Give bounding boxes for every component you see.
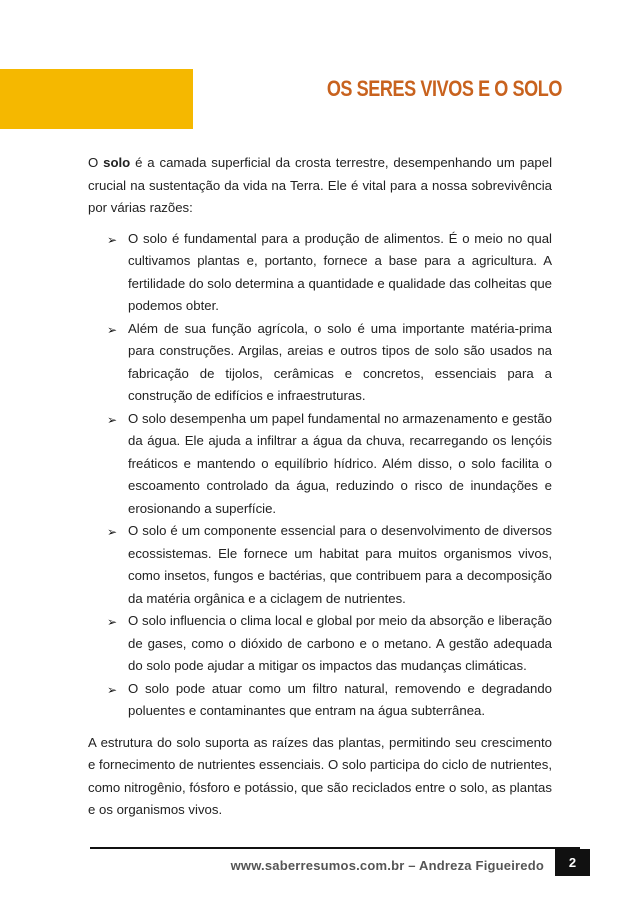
list-item-text: O solo pode atuar como um filtro natural, removendo e degradando poluentes e contaminantes que entram na água subterrânea.	[128, 680, 552, 718]
page-title: OS SERES VIVOS E O SOLO	[326, 76, 562, 101]
list-item	[88, 678, 552, 723]
footer-credit: www.saberresumos.com.br – Andreza Figueiredo	[230, 858, 544, 873]
list-item	[88, 228, 552, 318]
footer-divider	[90, 847, 580, 849]
intro-pre: O	[88, 155, 104, 170]
arrow-bullet-icon: ➢	[107, 682, 118, 697]
arrow-bullet-icon: ➢	[107, 322, 118, 337]
arrow-bullet-icon: ➢	[107, 412, 118, 427]
list-item	[88, 610, 552, 678]
intro-bold-term: solo	[103, 155, 131, 170]
page-number: 2	[555, 849, 590, 876]
list-item-text: Além de sua função agrícola, o solo é uma importante matéria-prima para construções. Argilas, areias e outros tipos de solo são usados na fabricação de tijolos, cerâmicas e concretos, essenciais para a construção de edifícios e infraestruturas.	[128, 320, 552, 403]
list-item-text: O solo é fundamental para a produção de alimentos. É o meio no qual cultivamos plantas e, portanto, fornece a base para a agricultura. A fertilidade do solo determina a quantidade e qualidade das colheitas que podemos obter.	[128, 230, 552, 313]
accent-bar	[0, 69, 193, 129]
list-item	[88, 408, 552, 521]
closing-paragraph: A estrutura do solo suporta as raízes das plantas, permitindo seu crescimento e fornecimento de nutrientes essenciais. O solo participa do ciclo de nutrientes, como nitrogênio, fósforo e potássio, que são reciclados entre o solo, as plantas e os organismos vivos.	[88, 734, 552, 817]
intro-paragraph	[88, 152, 552, 220]
list-item-text: O solo desempenha um papel fundamental no armazenamento e gestão da água. Ele ajuda a infiltrar a água da chuva, recarregando os lençóis freáticos e mantendo o equilíbrio hídrico. Além disso, o solo facilita o escoamento controlado da água, reduzindo o risco de inundações e erosionando a superfície.	[128, 410, 552, 516]
list-item-text: O solo é um componente essencial para o desenvolvimento de diversos ecossistemas. Ele fornece um habitat para muitos organismos vivos, como insetos, fungos e bactérias, que contribuem para a decomposição da matéria orgânica e a ciclagem de nutrientes.	[128, 523, 552, 606]
arrow-bullet-icon: ➢	[107, 525, 118, 539]
body-text	[88, 152, 552, 822]
list-item	[88, 520, 552, 610]
bullet-list	[88, 228, 552, 723]
intro-post: é a camada superficial da crosta terrestre, desempenhando um papel crucial na sustentação da vida na Terra. Ele é vital para a nossa sobrevivência por várias razões:	[88, 155, 553, 215]
list-item-text: O solo influencia o clima local e global por meio da absorção e liberação de gases, como o dióxido de carbono e o metano. A gestão adequada do solo pode ajudar a mitigar os impactos das mudanças climáticas.	[128, 613, 552, 673]
list-item	[88, 318, 552, 408]
arrow-bullet-icon: ➢	[107, 615, 118, 629]
arrow-bullet-icon: ➢	[107, 232, 118, 247]
